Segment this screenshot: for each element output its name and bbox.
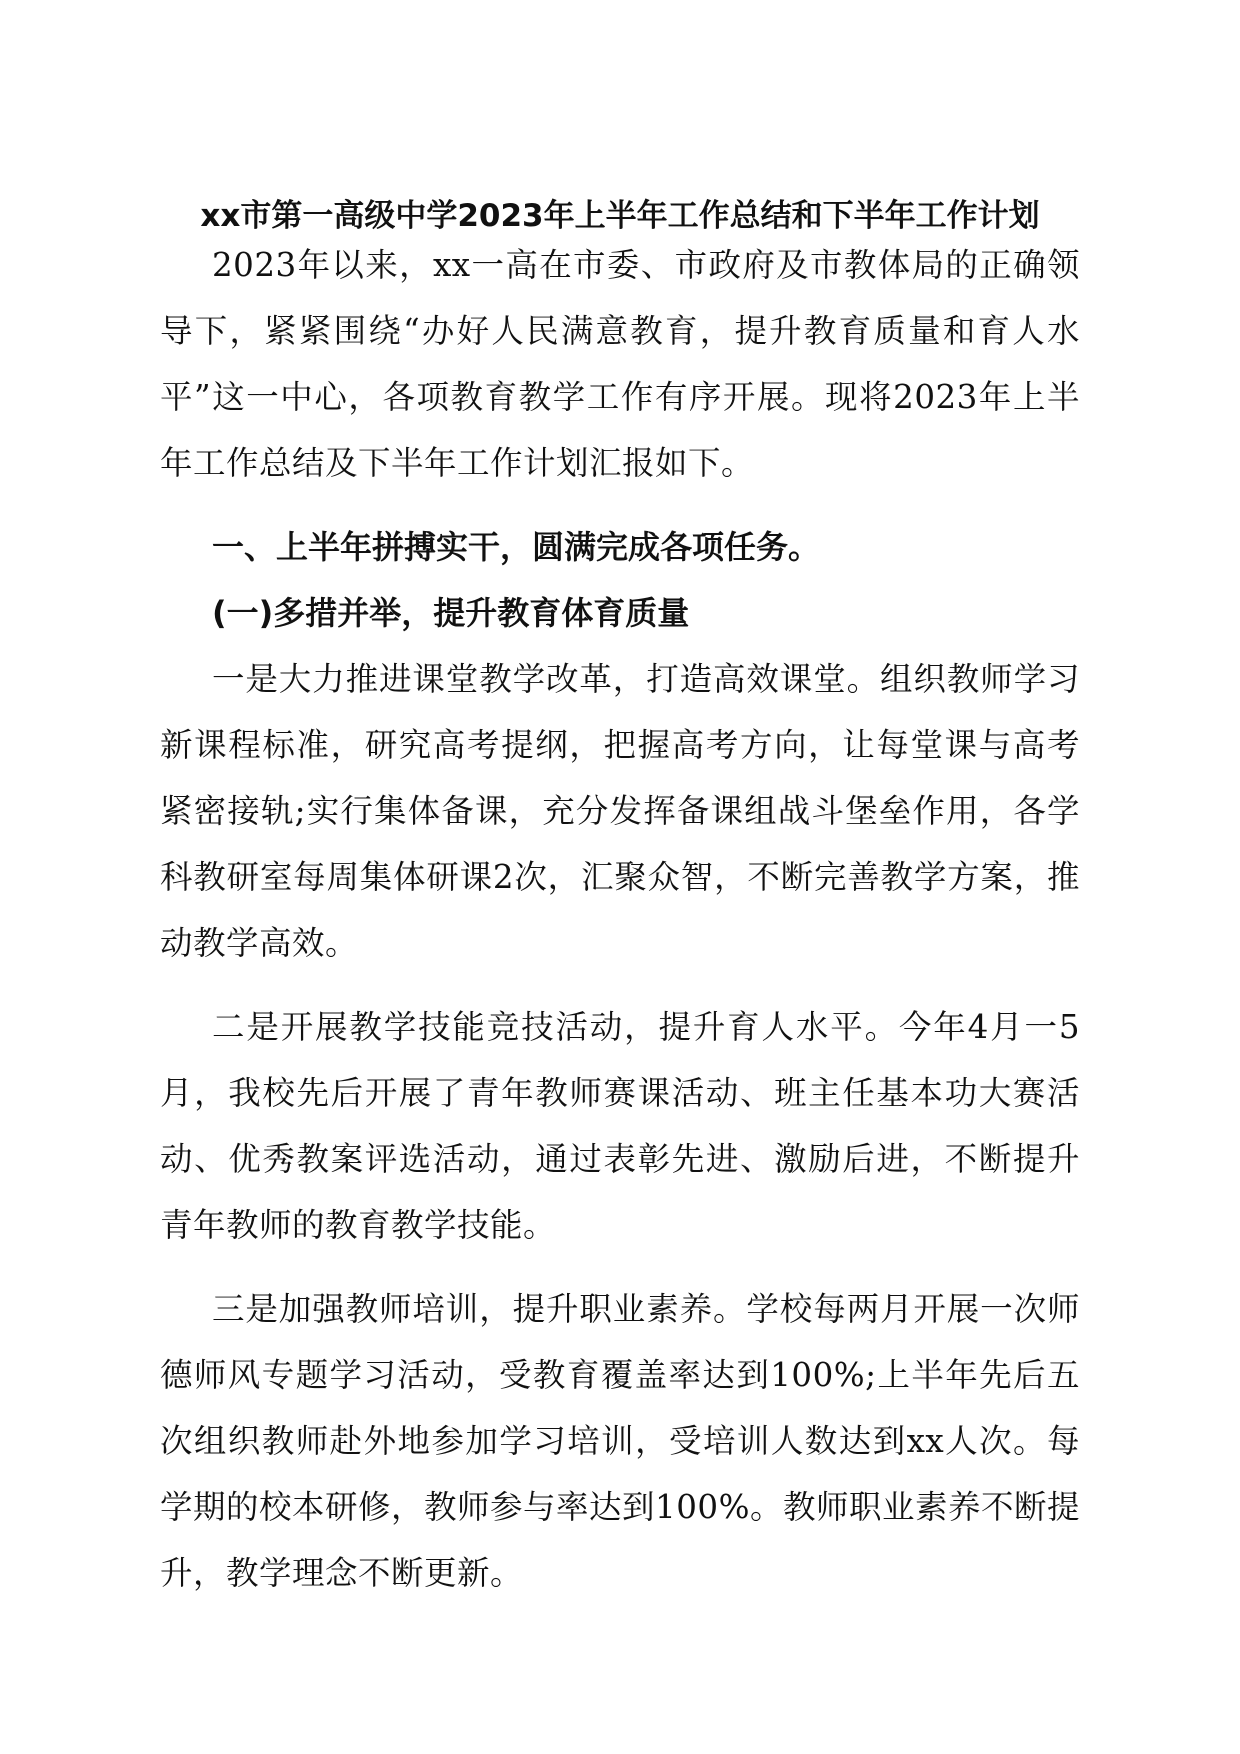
document-title: xx市第一高级中学2023年上半年工作总结和下半年工作计划	[200, 198, 1040, 234]
subsection-1-heading: (一)多措并举，提升教育体育质量	[212, 594, 690, 632]
spacer	[160, 1258, 1080, 1276]
section-1-heading: 一、上半年拼搏实干，圆满完成各项任务。	[212, 528, 821, 566]
spacer	[160, 976, 1080, 994]
document-body	[160, 232, 1080, 1606]
paragraph-2: 二是开展教学技能竞技活动，提升育人水平。今年4月一5月，我校先后开展了青年教师赛课活动、班主任基本功大赛活动、优秀教案评选活动，通过表彰先进、激励后进，不断提升青年教师的教育教学技能。	[160, 1008, 1080, 1244]
paragraph-1: 一是大力推进课堂教学改革，打造高效课堂。组织教师学习新课程标准，研究高考提纲，把握高考方向，让每堂课与高考紧密接轨;实行集体备课，充分发挥备课组战斗堡垒作用，各学科教研室每周集体研课2次，汇聚众智，不断完善教学方案，推动教学高效。	[160, 660, 1080, 962]
spacer	[160, 496, 1080, 514]
paragraph-3: 三是加强教师培训，提升职业素养。学校每两月开展一次师德师风专题学习活动，受教育覆盖率达到100%;上半年先后五次组织教师赴外地参加学习培训，受培训人数达到xx人次。每学期的校本研修，教师参与率达到100%。教师职业素养不断提升，教学理念不断更新。	[160, 1290, 1080, 1592]
intro-paragraph: 2023年以来，xx一高在市委、市政府及市教体局的正确领导下，紧紧围绕“办好人民满意教育，提升教育质量和育人水平”这一中心，各项教育教学工作有序开展。现将2023年上半年工作总结及下半年工作计划汇报如下。	[160, 246, 1080, 482]
